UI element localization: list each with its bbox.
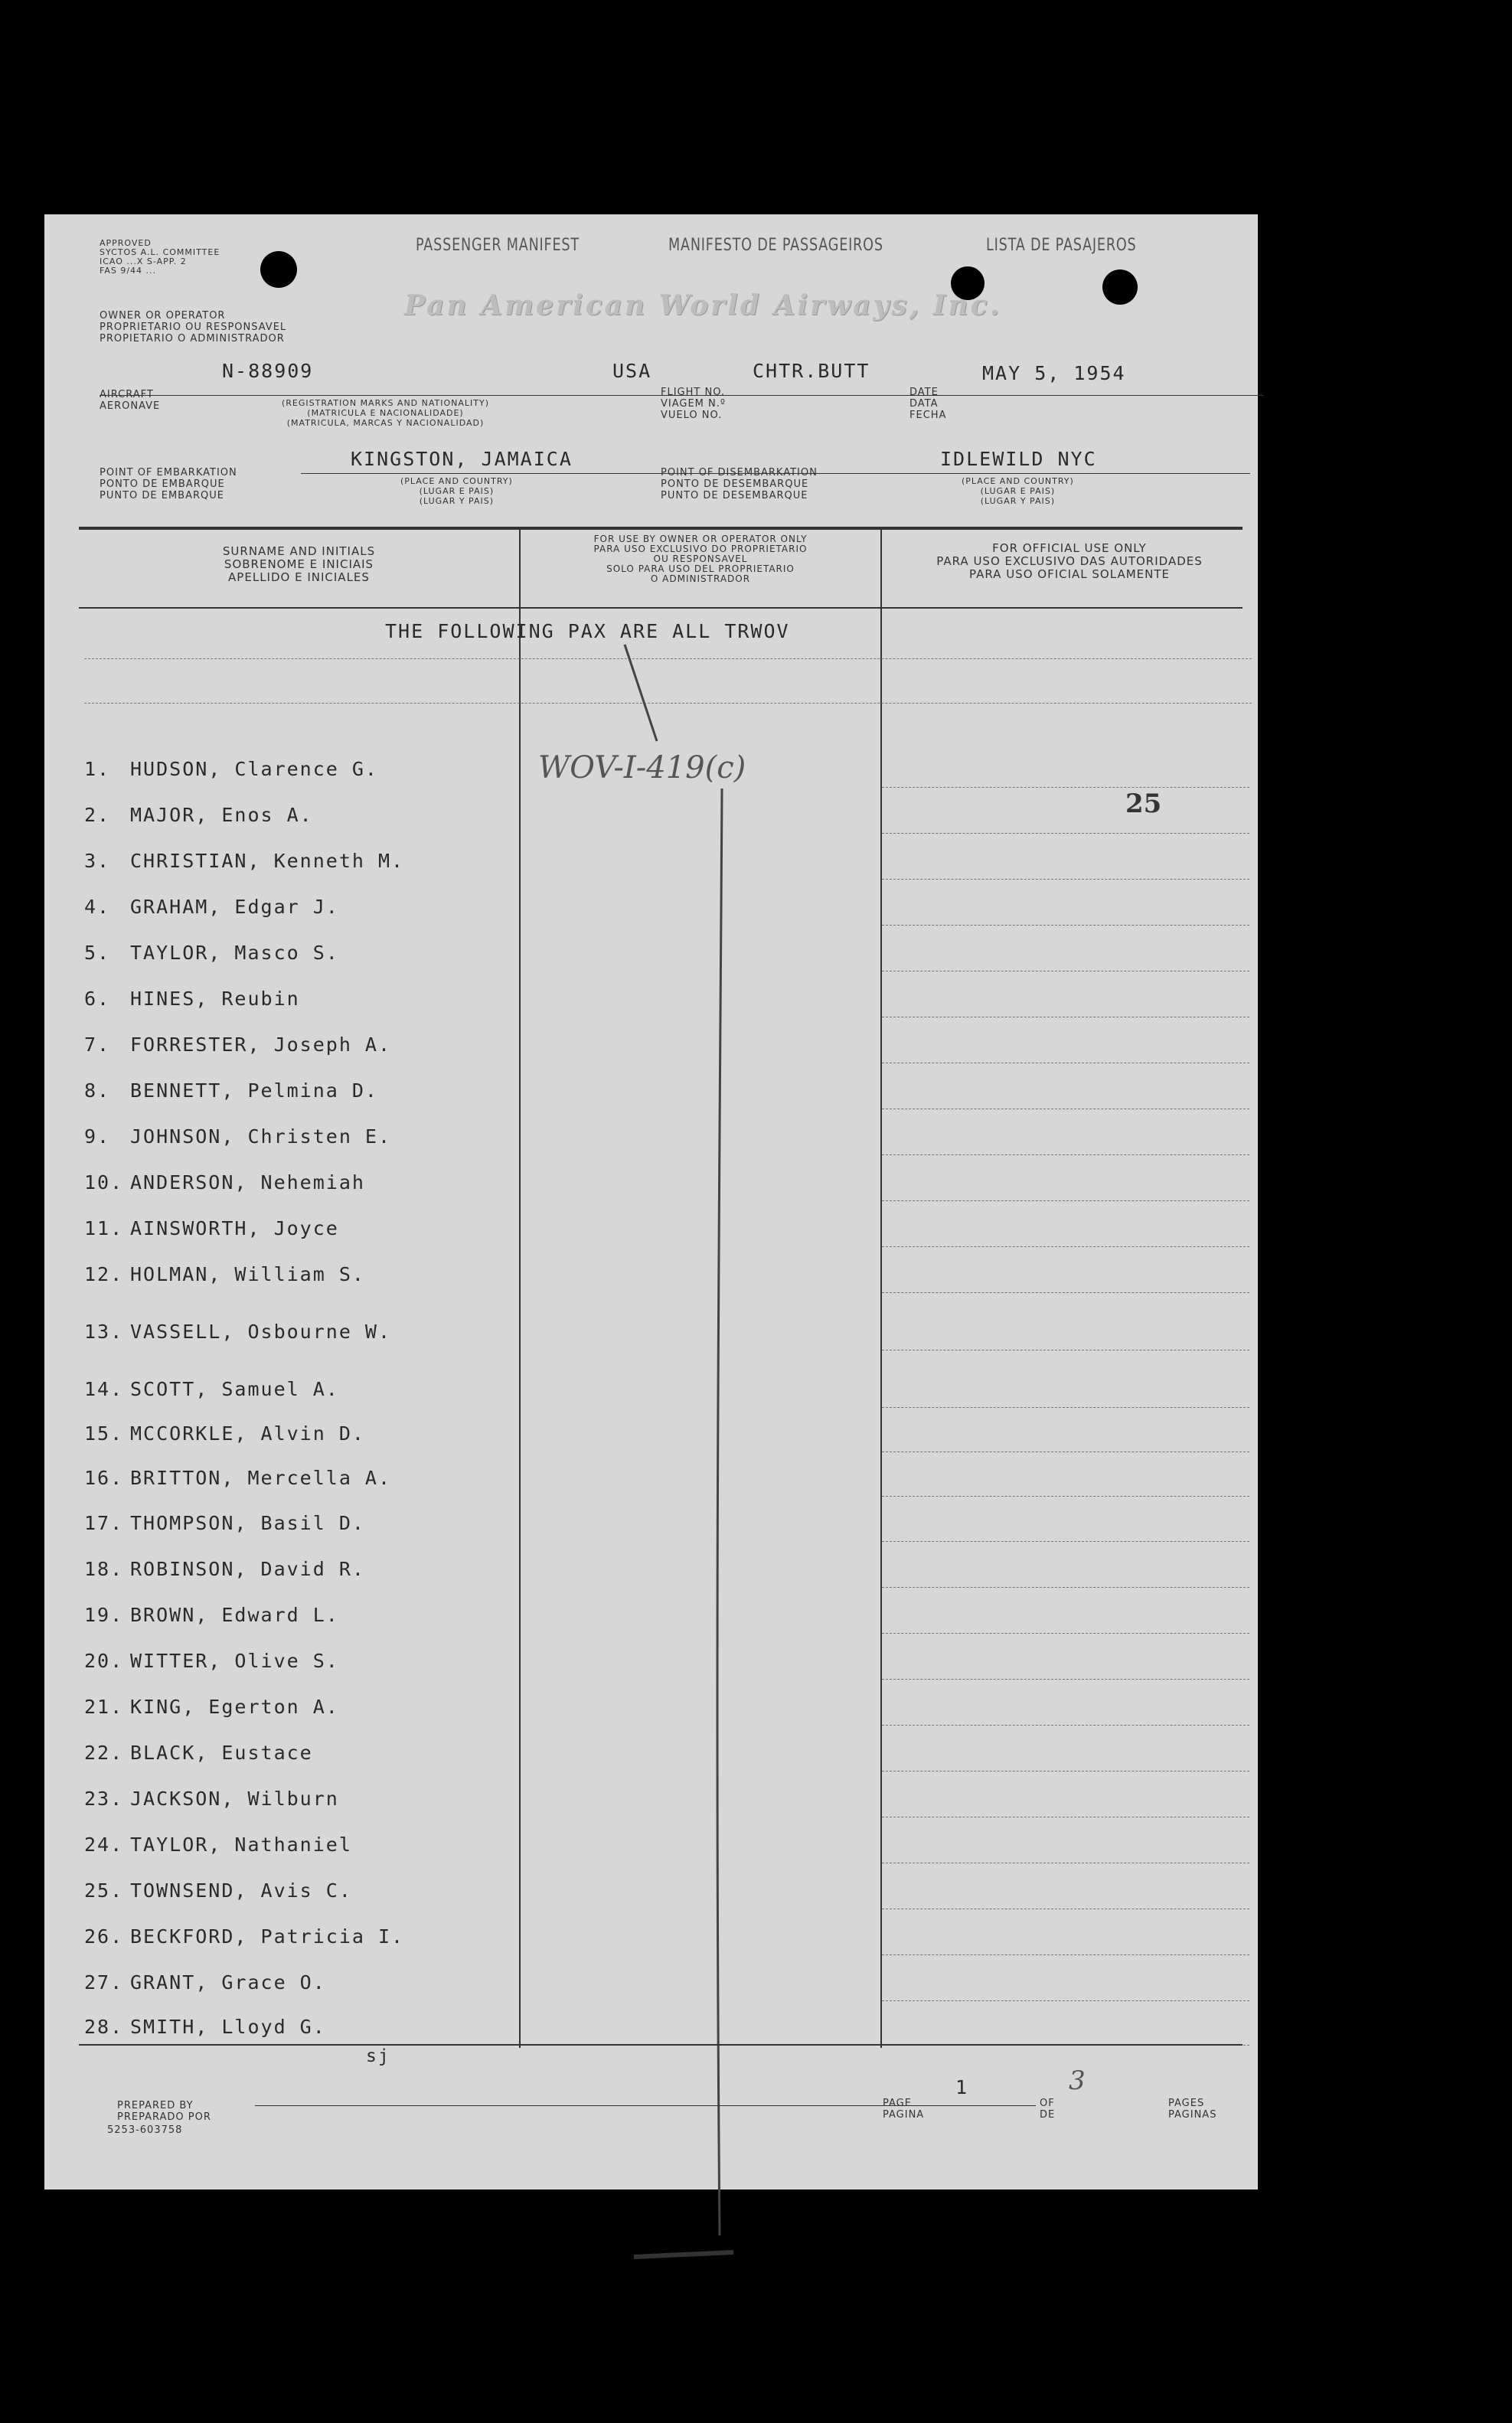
passenger-name: AINSWORTH, Joyce bbox=[130, 1217, 339, 1239]
disembark-place-labels: (PLACE AND COUNTRY) (LUGAR E PAIS) (LUGAR Y PAIS) bbox=[962, 476, 1074, 506]
passenger-number: 27. bbox=[84, 1971, 124, 1994]
passenger-name: KING, Egerton A. bbox=[130, 1696, 339, 1718]
passenger-name: JOHNSON, Christen E. bbox=[130, 1125, 392, 1148]
passenger-name: GRAHAM, Edgar J. bbox=[130, 896, 339, 918]
passenger-name: SMITH, Lloyd G. bbox=[130, 2016, 326, 2038]
passenger-row bbox=[84, 1604, 339, 1626]
passenger-row bbox=[84, 1467, 391, 1489]
passenger-number: 15. bbox=[84, 1422, 124, 1445]
passenger-row bbox=[84, 942, 339, 964]
passenger-name: BROWN, Edward L. bbox=[130, 1604, 339, 1626]
handwritten-bracket-line bbox=[519, 643, 825, 2281]
prepared-labels: PREPARED BY PREPARADO POR bbox=[117, 2100, 211, 2123]
passenger-number: 7. bbox=[84, 1034, 111, 1056]
passenger-number: 12. bbox=[84, 1263, 124, 1285]
passenger-row bbox=[84, 1378, 339, 1400]
passenger-row bbox=[84, 1742, 313, 1764]
passenger-number: 8. bbox=[84, 1079, 111, 1102]
passenger-name: HINES, Reubin bbox=[130, 988, 300, 1010]
passenger-number: 26. bbox=[84, 1925, 124, 1948]
passenger-number: 21. bbox=[84, 1696, 124, 1718]
flight-value: CHTR.BUTT bbox=[753, 360, 870, 382]
passenger-row bbox=[84, 1079, 378, 1102]
disembark-value: IDLEWILD NYC bbox=[940, 448, 1097, 470]
passenger-row bbox=[84, 1422, 365, 1445]
passenger-row bbox=[84, 1263, 365, 1285]
passenger-row bbox=[84, 1171, 365, 1194]
passenger-number: 13. bbox=[84, 1321, 124, 1343]
embark-place-labels: (PLACE AND COUNTRY) (LUGAR E PAIS) (LUGAR Y PAIS) bbox=[400, 476, 513, 506]
passenger-name: TAYLOR, Masco S. bbox=[130, 942, 339, 964]
passenger-name: BECKFORD, Patricia I. bbox=[130, 1925, 405, 1948]
passenger-name: ANDERSON, Nehemiah bbox=[130, 1171, 365, 1194]
punch-hole bbox=[260, 251, 297, 288]
passenger-name: JACKSON, Wilburn bbox=[130, 1788, 339, 1810]
passenger-number: 4. bbox=[84, 896, 111, 918]
passenger-row bbox=[84, 1788, 339, 1810]
passenger-number: 16. bbox=[84, 1467, 124, 1489]
passenger-row bbox=[84, 804, 313, 826]
passenger-name: CHRISTIAN, Kenneth M. bbox=[130, 850, 405, 872]
passenger-name: WITTER, Olive S. bbox=[130, 1650, 339, 1672]
passenger-row bbox=[84, 1217, 339, 1239]
passenger-number: 9. bbox=[84, 1125, 111, 1148]
col-official-header: FOR OFFICIAL USE ONLY PARA USO EXCLUSIVO DAS AUTORIDADES PARA USO OFICIAL SOLAMENTE bbox=[936, 541, 1203, 581]
nationality-value: USA bbox=[612, 360, 652, 382]
passenger-number: 28. bbox=[84, 2016, 124, 2038]
of-labels: OF DE bbox=[1040, 2098, 1056, 2121]
passenger-row bbox=[84, 1696, 339, 1718]
page-labels: PAGE PAGINA bbox=[883, 2098, 925, 2121]
passenger-number: 1. bbox=[84, 758, 111, 780]
passenger-row bbox=[84, 1971, 326, 1994]
passenger-number: 20. bbox=[84, 1650, 124, 1672]
title-manifesto-passageiros: MANIFESTO DE PASSAGEIROS bbox=[668, 236, 883, 255]
passenger-number: 17. bbox=[84, 1512, 124, 1534]
passenger-name: BENNETT, Pelmina D. bbox=[130, 1079, 378, 1102]
passenger-name: THOMPSON, Basil D. bbox=[130, 1512, 365, 1534]
passenger-row bbox=[84, 1925, 404, 1948]
title-passenger-manifest: PASSENGER MANIFEST bbox=[416, 236, 580, 255]
column-divider bbox=[880, 528, 882, 2048]
passenger-row bbox=[84, 988, 300, 1010]
total-pages: 3 bbox=[1069, 2065, 1086, 2096]
passenger-number: 19. bbox=[84, 1604, 124, 1626]
passenger-number: 14. bbox=[84, 1378, 124, 1400]
passenger-row bbox=[84, 1512, 365, 1534]
note-text: THE FOLLOWING PAX ARE ALL TRWOV bbox=[385, 620, 790, 642]
passenger-name: HUDSON, Clarence G. bbox=[130, 758, 378, 780]
passenger-name: TOWNSEND, Avis C. bbox=[130, 1879, 352, 1902]
col-surname-header: SURNAME AND INITIALS SOBRENOME E INICIAIS APELLIDO E INICIALES bbox=[222, 544, 376, 584]
passenger-number: 3. bbox=[84, 850, 111, 872]
passenger-name: GRANT, Grace O. bbox=[130, 1971, 326, 1994]
title-lista-pasajeros: LISTA DE PASAJEROS bbox=[986, 236, 1137, 255]
passenger-name: MAJOR, Enos A. bbox=[130, 804, 313, 826]
passenger-row bbox=[84, 1650, 339, 1672]
airline-name: Pan American World Airways, Inc. bbox=[404, 289, 1002, 322]
aircraft-value: N-88909 bbox=[222, 360, 314, 382]
passenger-number: 10. bbox=[84, 1171, 124, 1194]
passenger-row bbox=[84, 1034, 391, 1056]
flight-labels: FLIGHT NO. VIAGEM N.º VUELO NO. bbox=[661, 387, 727, 421]
passenger-name: HOLMAN, William S. bbox=[130, 1263, 365, 1285]
passenger-name: BLACK, Eustace bbox=[130, 1742, 313, 1764]
pages-labels: PAGES PAGINAS bbox=[1168, 2098, 1217, 2121]
registration-labels: (REGISTRATION MARKS AND NATIONALITY) (MATRICULA E NACIONALIDADE) (MATRICULA, MARCAS Y NACIONALIDAD) bbox=[282, 398, 490, 428]
form-number: 5253-603758 bbox=[107, 2124, 183, 2136]
passenger-row bbox=[84, 1558, 365, 1580]
embark-value: KINGSTON, JAMAICA bbox=[351, 448, 573, 470]
official-count: 25 bbox=[1125, 789, 1162, 819]
passenger-name: TAYLOR, Nathaniel bbox=[130, 1834, 352, 1856]
page-value: 1 bbox=[955, 2076, 969, 2098]
aircraft-labels: AIRCRAFT AERONAVE bbox=[100, 389, 161, 412]
passenger-row bbox=[84, 1321, 391, 1343]
passenger-number: 25. bbox=[84, 1879, 124, 1902]
passenger-name: MCCORKLE, Alvin D. bbox=[130, 1422, 365, 1445]
passenger-name: BRITTON, Mercella A. bbox=[130, 1467, 392, 1489]
handwritten-code: WOV-I-419(c) bbox=[538, 750, 746, 785]
disembark-labels: POINT OF DISEMBARKATION PONTO DE DESEMBARQUE PUNTO DE DESEMBARQUE bbox=[661, 467, 818, 501]
date-labels: DATE DATA FECHA bbox=[909, 387, 947, 421]
passenger-number: 18. bbox=[84, 1558, 124, 1580]
embark-labels: POINT OF EMBARKATION PONTO DE EMBARQUE PUNTO DE EMBARQUE bbox=[100, 467, 237, 501]
passenger-row bbox=[84, 758, 378, 780]
passenger-number: 24. bbox=[84, 1834, 124, 1856]
passenger-name: ROBINSON, David R. bbox=[130, 1558, 365, 1580]
passenger-name: VASSELL, Osbourne W. bbox=[130, 1321, 392, 1343]
passenger-row bbox=[84, 850, 404, 872]
punch-hole bbox=[1102, 269, 1138, 305]
prepared-value: sj bbox=[366, 2046, 390, 2066]
passenger-name: FORRESTER, Joseph A. bbox=[130, 1034, 392, 1056]
passenger-number: 22. bbox=[84, 1742, 124, 1764]
date-value: MAY 5, 1954 bbox=[982, 362, 1126, 384]
passenger-number: 23. bbox=[84, 1788, 124, 1810]
col-owner-header: FOR USE BY OWNER OR OPERATOR ONLY PARA USO EXCLUSIVO DO PROPRIETARIO OU RESPONSAVEL SOLO PARA USO DEL PROPRIETARIO O ADMINISTRADOR bbox=[593, 534, 808, 584]
passenger-number: 2. bbox=[84, 804, 111, 826]
passenger-number: 6. bbox=[84, 988, 111, 1010]
passenger-number: 5. bbox=[84, 942, 111, 964]
passenger-row bbox=[84, 1125, 391, 1148]
passenger-name: SCOTT, Samuel A. bbox=[130, 1378, 339, 1400]
passenger-row bbox=[84, 896, 339, 918]
passenger-number: 11. bbox=[84, 1217, 124, 1239]
owner-labels: OWNER OR OPERATOR PROPRIETARIO OU RESPONSAVEL PROPIETARIO O ADMINISTRADOR bbox=[100, 310, 287, 345]
approval-block: APPROVED SYCTOS A.L. COMMITTEE ICAO ...X S-APP. 2 FAS 9/44 ... bbox=[100, 238, 220, 276]
passenger-row bbox=[84, 1879, 352, 1902]
passenger-row bbox=[84, 1834, 352, 1856]
passenger-row bbox=[84, 2016, 326, 2038]
manifest-page bbox=[44, 214, 1258, 2190]
